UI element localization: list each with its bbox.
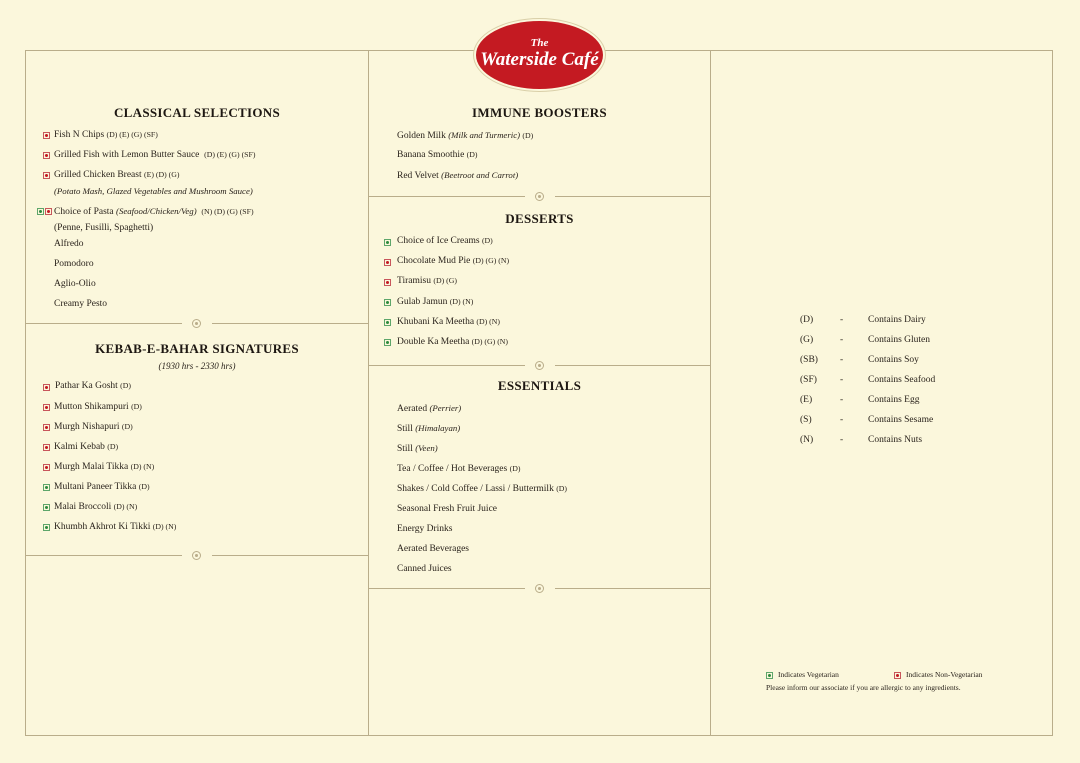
item-note: (Penne, Fusilli, Spaghetti) xyxy=(54,223,154,233)
menu-item xyxy=(397,169,518,182)
menu-item xyxy=(397,275,457,287)
ornament-icon xyxy=(192,551,201,560)
item-name: Pathar Ka Gosht xyxy=(55,381,118,391)
item-name: Banana Smoothie xyxy=(397,150,465,160)
sauce-option: Creamy Pesto xyxy=(54,299,108,309)
legend-meaning: Contains Seafood xyxy=(868,375,936,385)
menu-item xyxy=(397,316,500,328)
item-name: Malai Broccoli xyxy=(54,502,112,512)
menu-item xyxy=(54,441,118,453)
item-tags: (D) (G) (N) xyxy=(471,337,509,346)
item-tags: (N) (D) (G) (SF) xyxy=(201,207,254,216)
menu-item xyxy=(397,149,477,161)
item-name: Tea / Coffee / Hot Beverages xyxy=(397,464,508,474)
item-name: Chocolate Mud Pie xyxy=(397,256,471,266)
nonveg-icon xyxy=(43,382,51,392)
item-name: Aerated xyxy=(397,404,428,414)
legend-dash: - xyxy=(840,355,844,365)
menu-item xyxy=(397,402,461,415)
legend-code: (G) xyxy=(800,335,814,345)
menu-item xyxy=(54,481,150,493)
nonveg-icon xyxy=(43,442,51,452)
item-name: Grilled Chicken Breast xyxy=(54,170,142,180)
item-name: Mutton Shikampuri xyxy=(54,402,129,412)
item-tags: (D) xyxy=(466,150,478,159)
item-tags: (D) (E) (G) (SF) xyxy=(204,150,256,159)
item-name: Canned Juices xyxy=(397,564,452,574)
section-title-classical: CLASSICAL SELECTIONS xyxy=(113,105,281,120)
allergy-note: Please inform our associate if you are allergic to any ingredients. xyxy=(766,683,961,692)
item-tags: (D) (N) xyxy=(130,462,155,471)
menu-item xyxy=(397,129,533,142)
item-name: Shakes / Cold Coffee / Lassi / Buttermilk xyxy=(397,484,554,494)
ornament-icon xyxy=(192,319,201,328)
item-name: Golden Milk xyxy=(397,131,446,141)
veg-key-label: Indicates Vegetarian xyxy=(778,670,839,679)
item-tags: (D) xyxy=(138,482,150,491)
legend-dash: - xyxy=(840,435,844,445)
legend-code: (SB) xyxy=(800,355,818,365)
item-tags: (D) (N) xyxy=(449,297,474,306)
veg-icon xyxy=(43,482,51,492)
menu-item xyxy=(54,501,137,513)
item-name: Khumbh Akhrot Ki Tikki xyxy=(54,522,151,532)
legend-meaning: Contains Gluten xyxy=(868,335,931,345)
menu-item xyxy=(54,149,255,161)
item-tags: (D) xyxy=(556,484,568,493)
item-tags: (D) xyxy=(481,236,493,245)
menu-item xyxy=(397,336,508,348)
item-tags: (D) xyxy=(121,422,133,431)
menu-item xyxy=(397,235,493,247)
item-subtitle: (Beetroot and Carrot) xyxy=(441,170,519,180)
nonveg-icon xyxy=(43,130,51,140)
nonveg-icon xyxy=(43,170,51,180)
veg-icon xyxy=(384,297,392,307)
item-tags: (D) xyxy=(522,131,534,140)
item-name: Red Velvet xyxy=(397,171,439,181)
item-tags: (D) (G) xyxy=(433,276,457,285)
item-name: Energy Drinks xyxy=(397,524,453,534)
legend-meaning: Contains Sesame xyxy=(868,415,934,425)
item-name: Multani Paneer Tikka xyxy=(54,482,137,492)
menu-item xyxy=(397,422,460,435)
nonveg-icon xyxy=(43,402,51,412)
menu-item xyxy=(397,463,520,475)
veg-icon xyxy=(43,502,51,512)
item-name: Murgh Nishapuri xyxy=(54,422,120,432)
item-tags: (D) xyxy=(107,442,119,451)
legend-dash: - xyxy=(840,395,844,405)
item-tags: (D) xyxy=(120,381,131,390)
ornament-icon xyxy=(535,361,544,370)
item-tags: (D) (N) xyxy=(476,317,501,326)
legend-meaning: Contains Egg xyxy=(868,395,920,405)
veg-nonveg-icons xyxy=(37,206,53,216)
legend-dash: - xyxy=(840,315,844,325)
item-name: Seasonal Fresh Fruit Juice xyxy=(397,504,498,514)
menu-item xyxy=(54,461,154,473)
section-title-essentials: ESSENTIALS xyxy=(497,378,582,393)
sauce-option: Pomodoro xyxy=(54,259,94,269)
item-name: Fish N Chips xyxy=(54,130,105,140)
menu-item xyxy=(54,129,158,141)
item-tags: (D) (G) (N) xyxy=(472,256,510,265)
section-title-immune: IMMUNE BOOSTERS xyxy=(472,105,607,120)
menu-item xyxy=(54,169,179,181)
veg-icon xyxy=(384,237,392,247)
item-name: Choice of Pasta xyxy=(54,207,114,217)
legend-meaning: Contains Soy xyxy=(868,355,919,365)
item-subtitle: (Milk and Turmeric) xyxy=(448,130,521,140)
menu-item xyxy=(54,205,254,218)
sauce-option: Aglio-Olio xyxy=(54,279,96,289)
item-subtitle: (Seafood/Chicken/Veg) xyxy=(116,206,197,216)
item-name: Choice of Ice Creams xyxy=(397,236,480,246)
item-subtitle: (Perrier) xyxy=(429,403,462,413)
nonveg-icon xyxy=(43,422,51,432)
item-name: Kalmi Kebab xyxy=(54,442,105,452)
item-name: Khubani Ka Meetha xyxy=(397,317,475,327)
nonveg-icon xyxy=(384,257,392,267)
item-note: (Potato Mash, Glazed Vegetables and Mushroom Sauce) xyxy=(54,186,253,196)
item-tags: (E) (D) (G) xyxy=(143,170,180,179)
menu-item xyxy=(55,380,131,392)
ornament-icon xyxy=(535,192,544,201)
item-subtitle: (Veen) xyxy=(415,443,438,453)
item-name: Aerated Beverages xyxy=(397,544,470,554)
nonveg-icon xyxy=(384,277,392,287)
item-name: Tiramisu xyxy=(397,276,431,286)
ornament-icon xyxy=(535,584,544,593)
brand-logo xyxy=(476,21,603,89)
menu-item xyxy=(397,503,497,515)
menu-item xyxy=(54,401,142,413)
item-name: Still xyxy=(397,444,413,454)
item-tags: (D) xyxy=(509,464,521,473)
legend-meaning: Contains Nuts xyxy=(868,435,923,445)
menu-item xyxy=(397,255,509,267)
item-name: Double Ka Meetha xyxy=(397,337,470,347)
nonveg-icon xyxy=(894,670,902,680)
veg-icon xyxy=(384,317,392,327)
legend-code: (S) xyxy=(800,415,812,425)
legend-dash: - xyxy=(840,335,844,345)
nonveg-key-label: Indicates Non-Vegetarian xyxy=(906,670,983,679)
item-subtitle: (Himalayan) xyxy=(415,423,461,433)
menu-item xyxy=(54,421,133,433)
item-tags: (D) (E) (G) (SF) xyxy=(106,130,158,139)
item-name: Grilled Fish with Lemon Butter Sauce xyxy=(54,150,200,160)
veg-icon xyxy=(43,522,51,532)
menu-item xyxy=(397,442,438,455)
brand-logo-line1: The xyxy=(530,37,549,49)
menu-item xyxy=(397,483,567,495)
brand-logo-line2: Waterside Café xyxy=(480,49,599,70)
legend-code: (D) xyxy=(800,315,814,325)
legend-code: (SF) xyxy=(800,375,817,385)
sauce-option: Alfredo xyxy=(54,239,84,249)
section-title-kebab: KEBAB-E-BAHAR SIGNATURES xyxy=(95,341,299,356)
menu-item xyxy=(54,521,176,533)
item-tags: (D) (N) xyxy=(152,522,177,531)
legend-dash: - xyxy=(840,415,844,425)
item-name: Murgh Malai Tikka xyxy=(54,462,129,472)
veg-icon xyxy=(766,670,774,680)
item-name: Still xyxy=(397,424,413,434)
veg-icon xyxy=(384,337,392,347)
item-tags: (D) (N) xyxy=(113,502,138,511)
menu-item xyxy=(397,523,453,535)
item-name: Gulab Jamun xyxy=(397,297,448,307)
section-title-desserts: DESSERTS xyxy=(505,211,574,226)
item-tags: (D) xyxy=(131,402,142,411)
legend-code: (N) xyxy=(800,435,814,445)
menu-item xyxy=(397,543,469,555)
menu-item xyxy=(397,563,452,575)
nonveg-icon xyxy=(43,150,51,160)
menu-item xyxy=(397,296,473,308)
nonveg-icon xyxy=(43,462,51,472)
legend-code: (E) xyxy=(800,395,813,405)
legend-dash: - xyxy=(840,375,844,385)
kebab-hours: (1930 hrs - 2330 hrs) xyxy=(158,361,236,371)
legend-meaning: Contains Dairy xyxy=(868,315,926,325)
